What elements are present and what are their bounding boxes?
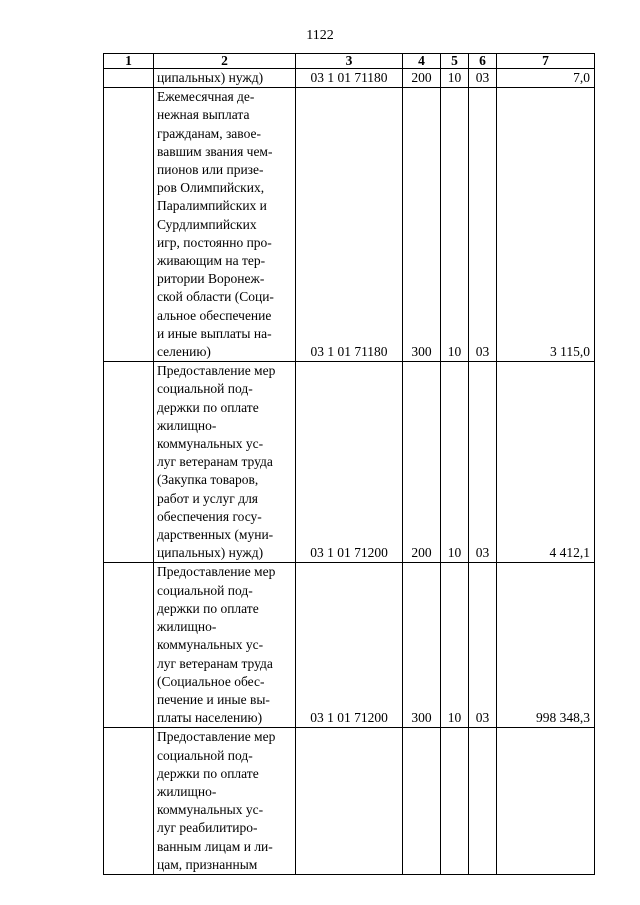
row-number-cell <box>104 563 154 728</box>
code-cell: 03 1 01 71180 <box>296 88 403 362</box>
amount-cell: 3 115,0 <box>497 88 595 362</box>
table-row <box>104 69 595 88</box>
subsection-cell: 03 <box>469 88 497 362</box>
amount-cell <box>497 728 595 875</box>
expense-type-cell: 200 <box>403 362 441 563</box>
subsection-cell: 03 <box>469 69 497 88</box>
description-cell: ципальных) нужд) <box>154 69 296 88</box>
section-cell <box>441 728 469 875</box>
code-cell <box>296 728 403 875</box>
code-cell: 03 1 01 71180 <box>296 69 403 88</box>
table-row <box>104 88 595 362</box>
expense-type-cell: 200 <box>403 69 441 88</box>
section-cell: 10 <box>441 563 469 728</box>
description-cell: Предоставление мер социальной под- держки по оплате жилищно- коммунальных ус- луг ветеранам труда (Социальное обес- печение и иные вы- платы населению) <box>154 563 296 728</box>
amount-cell: 998 348,3 <box>497 563 595 728</box>
column-header: 6 <box>469 54 497 69</box>
expense-type-cell: 300 <box>403 88 441 362</box>
subsection-cell: 03 <box>469 563 497 728</box>
subsection-cell: 03 <box>469 362 497 563</box>
table-header-row <box>104 54 595 69</box>
row-number-cell <box>104 362 154 563</box>
column-header: 7 <box>497 54 595 69</box>
page-number: 1122 <box>306 28 334 43</box>
column-header: 3 <box>296 54 403 69</box>
description-cell: Ежемесячная де- нежная выплата гражданам, завое- вавшим звания чем- пионов или призе- ров Олимпийских, Паралимпийских и Сурдлимпийских игр, постоянно про- живающим на тер- ритории Воронеж- ской области (Соци- альное обеспечение и иные выплаты на- селению) <box>154 88 296 362</box>
table-row <box>104 362 595 563</box>
description-cell: Предоставление мер социальной под- держки по оплате жилищно- коммунальных ус- луг ветеранам труда (Закупка товаров, работ и услуг для обеспечения госу- дарственных (муни- ципальных) нужд) <box>154 362 296 563</box>
amount-cell: 7,0 <box>497 69 595 88</box>
row-number-cell <box>104 88 154 362</box>
subsection-cell <box>469 728 497 875</box>
table-row <box>104 728 595 875</box>
amount-cell: 4 412,1 <box>497 362 595 563</box>
code-cell: 03 1 01 71200 <box>296 362 403 563</box>
expense-type-cell <box>403 728 441 875</box>
column-header: 1 <box>104 54 154 69</box>
budget-table <box>103 53 595 875</box>
row-number-cell <box>104 69 154 88</box>
expense-type-cell: 300 <box>403 563 441 728</box>
description-cell: Предоставление мер социальной под- держки по оплате жилищно- коммунальных ус- луг реабилитиро- ванным лицам и ли- цам, признанным <box>154 728 296 875</box>
code-cell: 03 1 01 71200 <box>296 563 403 728</box>
table-row <box>104 563 595 728</box>
section-cell: 10 <box>441 88 469 362</box>
column-header: 5 <box>441 54 469 69</box>
column-header: 4 <box>403 54 441 69</box>
section-cell: 10 <box>441 69 469 88</box>
row-number-cell <box>104 728 154 875</box>
section-cell: 10 <box>441 362 469 563</box>
column-header: 2 <box>154 54 296 69</box>
